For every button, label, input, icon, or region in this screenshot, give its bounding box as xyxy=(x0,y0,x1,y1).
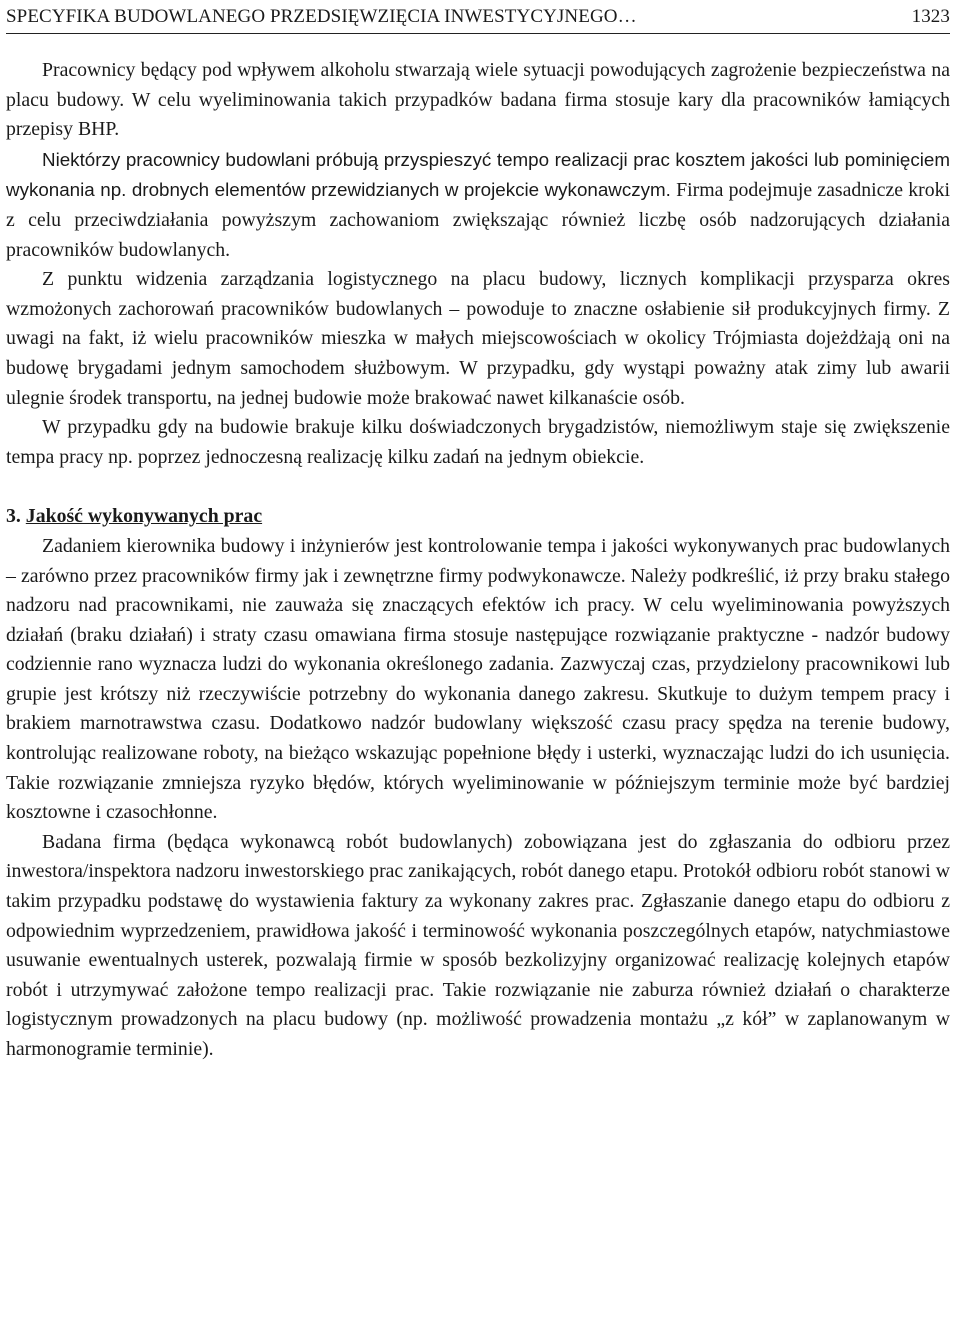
section-title: Jakość wykonywanych prac xyxy=(25,505,263,528)
paragraph: Badana firma (będąca wykonawcą robót budowlanych) zobowiązana jest do zgłaszania do odbioru przez inwestora/inspektora nadzoru inwestorskiego prac zanikających, robót danego etapu. Protokół odbioru robót stanowi w takim przypadku podstawę do wystawienia faktury za wykonany zakres prac. Zgłaszanie danego etapu do odbioru z odpowiednim wyprzedzeniem, prawidłowa jakość i terminowość wykonania poszczególnych etapów, natychmiastowe usuwanie ewentualnych usterek, pozwalają firmie w sposób bezkolizyjny organizować realizację kolejnych etapów robót i utrzymywać założone tempo realizacji prac. Takie rozwiązanie nie zaburza również działań o charakterze logistycznym prowadzonych na placu budowy (np. możliwość prowadzenia montażu „z kół” w zaplanowanym w harmonogramie terminie). xyxy=(6,830,950,1060)
paragraph-text: Firma podejmuje zasadnicze kroki z celu przeciwdziałania powyższym zachowaniom zwiększając również liczbę osób nadzorujących działania pracowników budowlanych. xyxy=(6,179,950,261)
section-heading xyxy=(6,502,950,532)
document-body xyxy=(6,56,950,1065)
paragraph: W przypadku gdy na budowie brakuje kilku doświadczonych brygadzistów, niemożliwym staje się zwiększenie tempa pracy np. poprzez jednoczesną realizację kilku zadań na jednym obiekcie. xyxy=(6,416,950,468)
paragraph: Zadaniem kierownika budowy i inżynierów jest kontrolowanie tempa i jakości wykonywanych prac budowlanych – zarówno przez pracowników firmy jak i zewnętrzne firmy podwykonawcze. Należy podkreślić, iż przy braku stałego nadzoru nad pracownikami, nie zauważa się znaczących efektów ich pracy. W celu wyeliminowania powyższych działań (braku działań) i straty czasu omawiana firma stosuje następujące rozwiązanie praktyczne - nadzór budowy codziennie rano wyznacza ludzi do wykonania określonego zadania. Zazwyczaj czas, przydzielony pracownikowi lub grupie jest krótszy niż rzeczywiście potrzebny do wykonania danego zakresu. Skutkuje to dużym tempem pracy i brakiem marnotrawstwa czasu. Dodatkowo nadzór budowlany większość czasu pracy spędza na terenie budowy, kontrolując realizowane roboty, na bieżąco wskazując popełnione błędy i usterki, wyznaczając ludzi do ich usunięcia. Takie rozwiązanie zmniejsza ryzyko błędów, których wyeliminowanie w późniejszym terminie może być bardziej kosztowne i czasochłonne. xyxy=(6,534,950,824)
section-spacer xyxy=(6,472,950,502)
page-number: 1323 xyxy=(911,6,950,27)
paragraph: Z punktu widzenia zarządzania logistycznego na placu budowy, licznych komplikacji przysparza okres wzmożonych zachorowań pracowników budowlanych – powoduje to znaczne osłabienie sił produkcyjnych firmy. Z uwagi na fakt, iż wielu pracowników mieszka w małych miejscowościach w okolicy Trójmiasta dojeżdżają oni na budowę brygadami jednym samochodem służbowym. W przypadku, gdy wystąpi poważny atak zimy lub awarii ulegnie środek transportu, na jednej budowie może brakować nawet kilkanaście osób. xyxy=(6,268,950,409)
section-number: 3. xyxy=(6,505,21,528)
running-title: SPECYFIKA BUDOWLANEGO PRZEDSIĘWZIĘCIA INWESTYCYJNEGO… xyxy=(6,6,637,27)
paragraph xyxy=(6,56,950,145)
paragraph-text-sans: Niektórzy pracownicy budowlani próbują przyspieszyć tempo realizacji prac kosztem jakości lub pominięciem wykonania np. drobnych elementów przewidzianych w projekcie wykonawczym. xyxy=(6,148,950,201)
paragraph xyxy=(6,145,950,265)
running-header xyxy=(6,0,950,34)
paragraph-text: Pracownicy będący pod wpływem alkoholu stwarzają wiele sytuacji powodujących zagrożenie bezpieczeństwa na placu budowy. W celu wyeliminowania takich przypadków badana firma stosuje kary dla pracowników łamiących przepisy BHP. xyxy=(6,59,950,141)
